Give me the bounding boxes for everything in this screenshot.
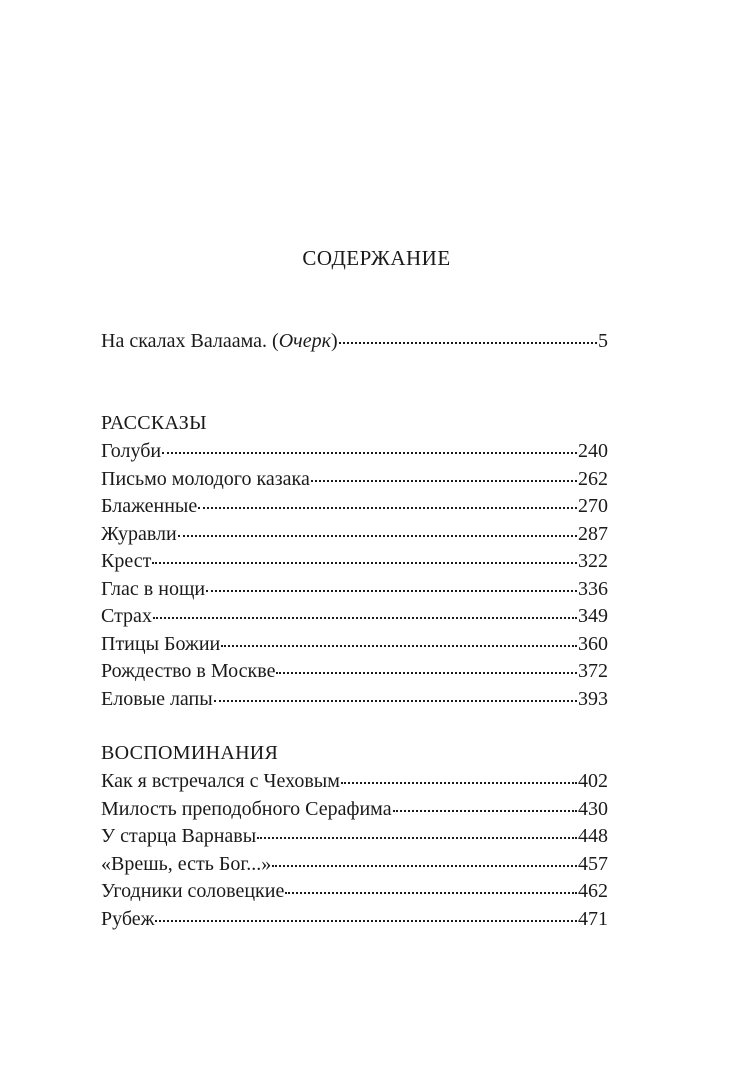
toc-entry-title: У старца Варнавы bbox=[101, 825, 257, 847]
toc-entry-title: Крест bbox=[101, 550, 152, 572]
toc-entry-title: Птицы Божии bbox=[101, 632, 221, 655]
toc-entry-page: 360 bbox=[578, 632, 608, 655]
toc-entry-page: 322 bbox=[578, 550, 608, 572]
toc-entry[interactable] bbox=[101, 578, 608, 606]
toc-intro bbox=[101, 330, 608, 358]
toc-entry[interactable] bbox=[101, 908, 608, 936]
toc-entry[interactable] bbox=[101, 880, 608, 908]
toc-entry-title: Угодники соловецкие bbox=[101, 880, 285, 902]
toc-entry-title: Как я встречался с Чеховым bbox=[101, 770, 340, 792]
toc-entry[interactable] bbox=[101, 660, 608, 688]
section-items bbox=[101, 770, 608, 935]
toc-entry[interactable] bbox=[101, 440, 608, 468]
dot-leader bbox=[155, 920, 577, 922]
toc-entry-title: Блаженные bbox=[101, 495, 198, 517]
toc-entry-title: Голуби bbox=[101, 440, 162, 462]
toc-entry[interactable] bbox=[101, 605, 608, 633]
toc-entry-title: Журавли bbox=[101, 522, 177, 545]
section-heading: РАССКАЗЫ bbox=[101, 412, 207, 434]
toc-entry-page: 5 bbox=[598, 330, 608, 352]
dot-leader bbox=[285, 892, 577, 894]
dot-leader bbox=[311, 480, 577, 482]
toc-entry-title: «Врешь, есть Бог...» bbox=[101, 852, 272, 875]
dot-leader bbox=[214, 700, 577, 702]
toc-entry-page: 240 bbox=[578, 440, 608, 462]
toc-entry[interactable] bbox=[101, 550, 608, 578]
toc-entry[interactable] bbox=[101, 825, 608, 853]
dot-leader bbox=[221, 645, 577, 647]
section-heading: ВОСПОМИНАНИЯ bbox=[101, 742, 279, 764]
toc-entry-title: Страх bbox=[101, 605, 152, 627]
toc-entry[interactable] bbox=[101, 688, 608, 716]
toc-entry-page: 457 bbox=[578, 852, 608, 875]
toc-entry-title: Письмо молодого казака bbox=[101, 467, 310, 490]
toc-entry[interactable] bbox=[101, 853, 608, 881]
dot-leader bbox=[341, 782, 577, 784]
toc-entry-page: 393 bbox=[578, 687, 608, 710]
toc-section-memoirs bbox=[101, 742, 608, 935]
toc-entry-page: 448 bbox=[578, 825, 608, 847]
dot-leader bbox=[393, 810, 577, 812]
dot-leader bbox=[178, 535, 577, 537]
toc-entry-page: 430 bbox=[578, 797, 608, 820]
toc-entry-page: 462 bbox=[578, 880, 608, 902]
section-items bbox=[101, 440, 608, 715]
toc-entry-page: 471 bbox=[578, 907, 608, 930]
toc-entry-page: 349 bbox=[578, 605, 608, 627]
toc-entry-page: 262 bbox=[578, 467, 608, 490]
toc-entry[interactable] bbox=[101, 798, 608, 826]
toc-entry-title: На скалах Валаама. (Очерк) bbox=[101, 330, 338, 352]
toc-entry-page: 336 bbox=[578, 577, 608, 600]
dot-leader bbox=[198, 507, 577, 509]
dot-leader bbox=[152, 562, 577, 564]
dot-leader bbox=[206, 590, 577, 592]
toc-entry-title: Глас в нощи bbox=[101, 577, 206, 600]
toc-entry[interactable] bbox=[101, 495, 608, 523]
toc-entry[interactable] bbox=[101, 330, 608, 358]
toc-entry-page: 270 bbox=[578, 495, 608, 517]
page-title: СОДЕРЖАНИЕ bbox=[302, 246, 451, 270]
toc-entry[interactable] bbox=[101, 523, 608, 551]
dot-leader bbox=[272, 865, 577, 867]
toc-entry[interactable] bbox=[101, 468, 608, 496]
dot-leader bbox=[162, 452, 577, 454]
toc-entry[interactable] bbox=[101, 770, 608, 798]
toc-entry-title: Рубеж bbox=[101, 907, 155, 930]
dot-leader bbox=[257, 837, 577, 839]
toc-entry-page: 372 bbox=[578, 660, 608, 682]
toc-section-stories bbox=[101, 412, 608, 715]
toc-entry[interactable] bbox=[101, 633, 608, 661]
dot-leader bbox=[276, 672, 577, 674]
toc-entry-page: 287 bbox=[578, 522, 608, 545]
toc-entry-title: Еловые лапы bbox=[101, 687, 213, 710]
dot-leader bbox=[153, 617, 577, 619]
dot-leader bbox=[339, 342, 597, 344]
toc-entry-title: Рождество в Москве bbox=[101, 660, 276, 682]
toc-entry-page: 402 bbox=[578, 770, 608, 792]
toc-entry-title: Милость преподобного Серафима bbox=[101, 797, 392, 820]
